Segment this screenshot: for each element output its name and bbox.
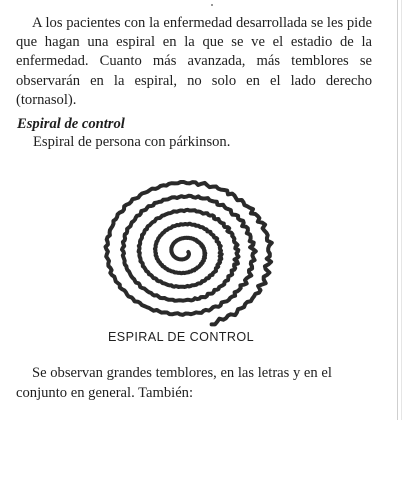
intro-paragraph: A los pacientes con la enfermedad desarrollada se les pide que hagan una espiral en la que se ve el estadio de la enfermedad. Cuanto más avanzada, más temblores se observarán en la espiral, no solo en el lado derecho (tornasol). (16, 15, 372, 108)
scan-speck (211, 4, 213, 6)
spiral-stroke (106, 182, 272, 324)
closing-paragraph: Se observan grandes temblores, en las letras y en el conjunto en general. También: (16, 365, 332, 401)
section-caption: Espiral de persona con párkinson. (33, 134, 231, 150)
page-edge-shadow-outer (401, 0, 402, 420)
section-heading: Espiral de control (17, 116, 125, 132)
page-edge-shadow (397, 0, 398, 420)
tremor-spiral-icon (94, 170, 279, 350)
figure-label: ESPIRAL DE CONTROL (108, 330, 254, 344)
